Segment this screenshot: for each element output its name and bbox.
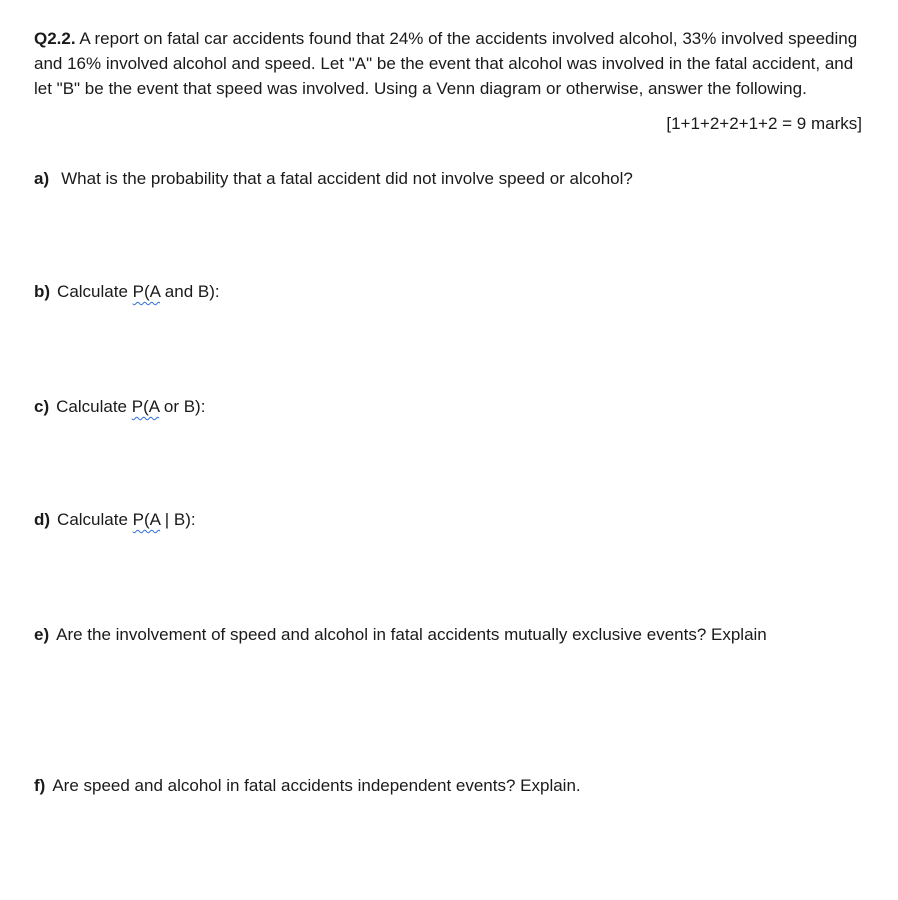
question-part-a xyxy=(34,166,862,191)
part-a-text: What is the probability that a fatal accident did not involve speed or alcohol? xyxy=(61,169,633,188)
part-e-label: e) xyxy=(34,625,50,644)
part-c-underlined-text: P(A xyxy=(131,397,160,416)
part-d-underlined-text: P(A xyxy=(132,510,161,529)
part-f-text: Are speed and alcohol in fatal accidents independent events? Explain. xyxy=(52,776,581,795)
question-part-b xyxy=(34,279,862,304)
intro-paragraph xyxy=(34,26,862,101)
marks-line xyxy=(34,111,862,136)
part-d-text-after: | B): xyxy=(160,510,196,529)
question-part-d xyxy=(34,507,862,532)
part-c-label: c) xyxy=(34,397,50,416)
question-part-f xyxy=(34,773,862,798)
part-b-text-after: and B): xyxy=(160,282,220,301)
part-b-underlined-text: P(A xyxy=(132,282,161,301)
part-c-text: Calculate xyxy=(56,397,132,416)
part-d-label: d) xyxy=(34,510,51,529)
part-c-text-after: or B): xyxy=(159,397,206,416)
part-b-label: b) xyxy=(34,282,51,301)
part-b-text: Calculate xyxy=(57,282,133,301)
part-e-text: Are the involvement of speed and alcohol in fatal accidents mutually exclusive events? Explain xyxy=(56,625,767,644)
question-number: Q2.2. xyxy=(34,29,76,48)
intro-text: A report on fatal car accidents found that 24% of the accidents involved alcohol, 33% involved speeding and 16% involved alcohol and speed. Let "A" be the event that alcohol was involved in the fatal accident, and let "B" be the event that speed was involved. Using a Venn diagram or otherwise, answer the following. xyxy=(34,29,858,98)
part-f-label: f) xyxy=(34,776,46,795)
marks-text: [1+1+2+2+1+2 = 9 marks] xyxy=(666,114,862,133)
part-a-label: a) xyxy=(34,169,50,188)
part-d-text: Calculate xyxy=(57,510,133,529)
question-part-c xyxy=(34,394,862,419)
question-part-e xyxy=(34,622,862,647)
